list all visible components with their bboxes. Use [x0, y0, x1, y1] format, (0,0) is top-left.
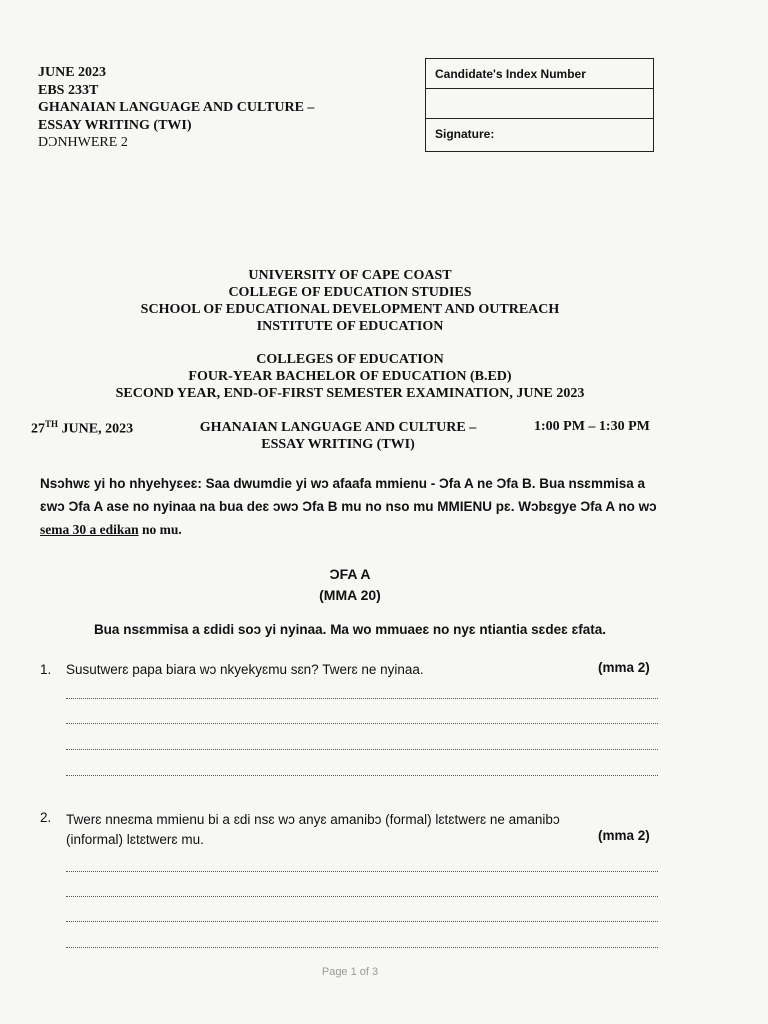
question-2-marks: (mma 2) — [598, 828, 650, 843]
exam-subject-line1: GHANAIAN LANGUAGE AND CULTURE – — [199, 420, 477, 435]
section-marks: (MMA 20) — [319, 587, 381, 603]
answer-line[interactable] — [66, 722, 658, 724]
answer-line[interactable] — [66, 748, 658, 750]
programme-line3: SECOND YEAR, END-OF-FIRST SEMESTER EXAMINATION, JUNE 2023 — [115, 386, 585, 401]
candidate-box — [425, 58, 654, 152]
paper-variant: DƆNHWERE 2 — [38, 135, 128, 151]
answer-line[interactable] — [66, 870, 658, 872]
course-code: EBS 233T — [38, 82, 99, 98]
exam-month-year: JUNE, 2023 — [58, 421, 134, 437]
instructions-underlined: sema 30 a edikan — [40, 522, 139, 537]
programme-line2: FOUR-YEAR BACHELOR OF EDUCATION (B.ED) — [188, 369, 512, 384]
exam-time: 1:00 PM – 1:30 PM — [534, 419, 650, 434]
exam-subject-line2: ESSAY WRITING (TWI) — [261, 437, 415, 452]
answer-line[interactable] — [66, 774, 658, 776]
exam-day-number: 27 — [31, 421, 45, 437]
question-2-number: 2. — [40, 810, 52, 825]
index-number-label: Candidate's Index Number — [426, 59, 653, 89]
section-heading — [0, 564, 700, 606]
course-title-line2: ESSAY WRITING (TWI) — [38, 117, 192, 133]
index-number-field[interactable] — [426, 89, 653, 119]
answer-line[interactable] — [66, 697, 658, 699]
school-name: SCHOOL OF EDUCATIONAL DEVELOPMENT AND OUTREACH — [140, 302, 560, 317]
college-name: COLLEGE OF EDUCATION STUDIES — [228, 285, 472, 300]
institution-block — [0, 267, 700, 335]
programme-block — [0, 351, 700, 402]
institute-name: INSTITUTE OF EDUCATION — [256, 319, 444, 334]
exam-subject — [178, 419, 498, 453]
instructions-tail: no mu. — [138, 522, 182, 537]
programme-line1: COLLEGES OF EDUCATION — [256, 352, 444, 367]
question-1-number: 1. — [40, 662, 52, 677]
exam-day-suffix: TH — [45, 419, 59, 429]
general-instructions — [40, 472, 660, 541]
question-2-text — [66, 810, 666, 850]
question-1-text: Susutwerɛ papa biara wɔ nkyekyɛmu sɛn? Twerɛ ne nyinaa. — [66, 662, 424, 677]
exam-day — [31, 419, 133, 438]
instructions-text: Nsɔhwɛ yi ho nhyehyɛeɛ: Saa dwumdie yi wɔ afaafa mmienu - Ɔfa A ne Ɔfa B. Bua nsɛmmisa a ɛwɔ Ɔfa A ase no nyinaa na bua deɛ ɔwɔ Ɔfa B mu no nso mu MMIENU pɛ. Wɔbɛgye Ɔfa A no wɔ — [40, 476, 657, 514]
course-title-line1: GHANAIAN LANGUAGE AND CULTURE – — [38, 100, 315, 116]
answer-line[interactable] — [66, 920, 658, 922]
section-title: ƆFA A — [329, 566, 371, 582]
answer-line[interactable] — [66, 946, 658, 948]
exam-date: JUNE 2023 — [38, 65, 107, 80]
question-2-text-line1: Twerɛ nneɛma mmienu bi a ɛdi nsɛ wɔ anyɛ amanibɔ (formal) lɛtɛtwerɛ ne amanibɔ — [66, 812, 560, 827]
signature-label: Signature: — [435, 127, 495, 141]
exam-header — [38, 64, 314, 152]
university-name: UNIVERSITY OF CAPE COAST — [248, 268, 452, 283]
section-instruction: Bua nsɛmmisa a ɛdidi soɔ yi nyinaa. Ma wo mmuaeɛ no nyɛ ntiantia sɛdeɛ ɛfata. — [93, 622, 607, 637]
page-number: Page 1 of 3 — [321, 966, 379, 978]
question-2-text-line2: (informal) lɛtɛtwerɛ mu. — [66, 832, 204, 847]
question-1-marks: (mma 2) — [598, 660, 650, 675]
answer-line[interactable] — [66, 895, 658, 897]
